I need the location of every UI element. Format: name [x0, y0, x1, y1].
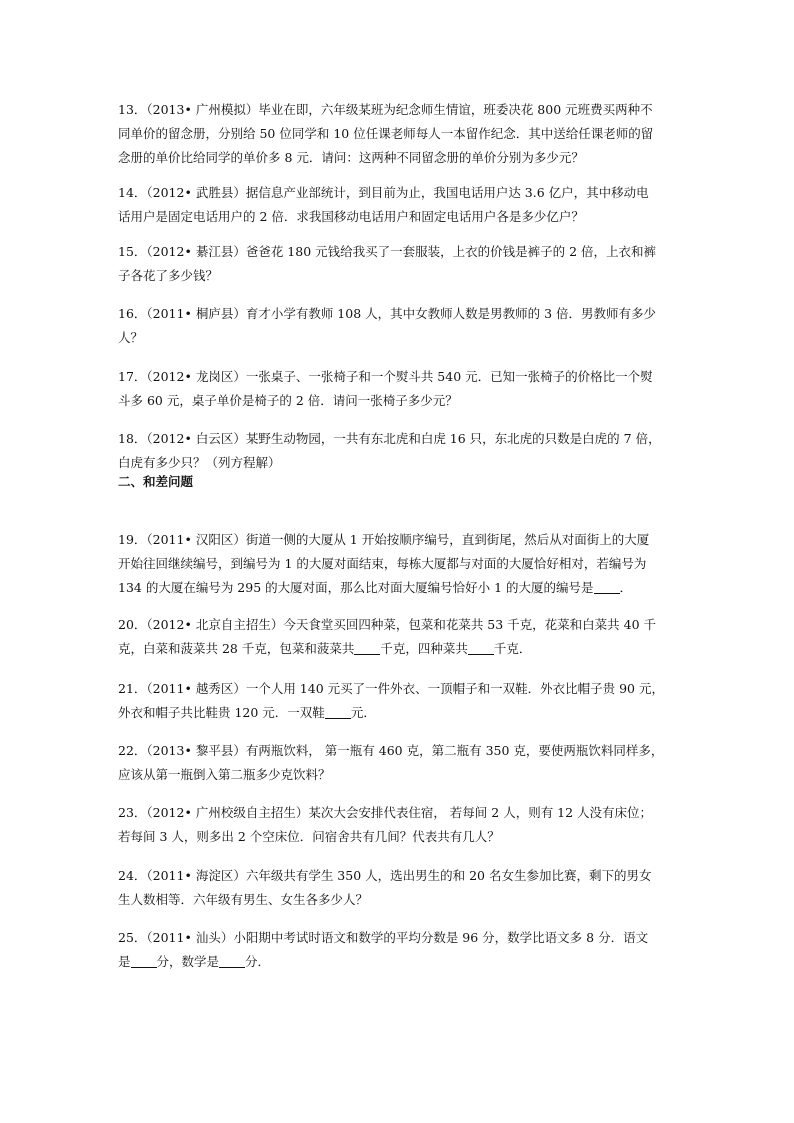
question-line: 若每间 3 人，则多出 2 个空床位．问宿舍共有几间？代表共有几人？ — [118, 829, 500, 844]
answer-blank[interactable] — [354, 640, 380, 655]
question-text: 千克，四种菜共 — [380, 641, 468, 656]
question-line: 同单价的留念册，分别给 50 位同学和 10 位任课老师每人一本留作纪念．其中送给任课老师的留 — [118, 126, 654, 141]
question-line: 16．（2011• 桐庐县）育才小学有教师 108 人，其中女教师人数是男教师的 3 倍．男教师有多少 — [118, 306, 657, 321]
question-text: 外衣和帽子共比鞋贵 120 元．一双鞋 — [118, 705, 325, 720]
question-line: 13．（2013• 广州模拟）毕业在即，六年级某班为纪念师生情谊，班委决花 800 元班费买两种不 — [118, 102, 653, 117]
question-line: 21．（2011• 越秀区）一个人用 140 元买了一件外衣、一顶帽子和一双鞋．外衣比帽子贵 90 元， — [118, 681, 664, 696]
question-text: 元． — [350, 705, 376, 720]
question-line — [118, 576, 678, 600]
question-22 — [118, 739, 678, 787]
question-line — [118, 950, 678, 974]
question-text: ． — [619, 580, 633, 595]
question-line: 生人数相等．六年级有男生、女生各多少人？ — [118, 892, 369, 907]
question-19 — [118, 528, 678, 600]
question-line: 23．（2012• 广州校级自主招生）某次大会安排代表住宿， 若每间 2 人，则有 12 人没有床位； — [118, 805, 653, 820]
question-13 — [118, 98, 678, 170]
question-text: 克，白菜和菠菜共 28 千克，包菜和菠菜共 — [118, 641, 355, 656]
question-line: 白虎有多少只？（列方程解） — [118, 455, 281, 470]
answer-blank[interactable] — [131, 953, 157, 968]
question-line: 人？ — [118, 330, 144, 345]
question-line — [118, 637, 678, 661]
answer-blank[interactable] — [219, 953, 245, 968]
question-text: 千克． — [493, 641, 532, 656]
question-text: 分，数学是 — [156, 954, 220, 969]
question-line: 22．（2013• 黎平县）有两瓶饮料， 第一瓶有 460 克，第二瓶有 350 克，要使两瓶饮料同样多， — [118, 743, 664, 758]
question-text: 是 — [118, 954, 131, 969]
question-text: 分． — [245, 954, 271, 969]
question-line: 应该从第一瓶倒入第二瓶多少克饮料？ — [118, 767, 331, 782]
question-line: 14．（2012• 武胜县）据信息产业部统计，到目前为止，我国电话用户达 3.6 亿户，其中移动电 — [118, 185, 649, 200]
question-line — [118, 701, 678, 725]
question-21 — [118, 677, 678, 725]
question-24 — [118, 864, 678, 912]
question-line: 17．（2012• 龙岗区）一张桌子、一张椅子和一个熨斗共 540 元．已知一张椅子的价格比一个熨 — [118, 369, 653, 384]
answer-blank[interactable] — [594, 579, 620, 594]
question-17 — [118, 365, 678, 413]
question-line: 话用户是固定电话用户的 2 倍．求我国移动电话用户和固定电话用户各是多少亿户？ — [118, 209, 584, 224]
question-line: 20．（2012• 北京自主招生）今天食堂买回四种菜，包菜和花菜共 53 千克，花菜和白菜共 40 千 — [118, 617, 657, 632]
question-16 — [118, 302, 678, 350]
question-line: 18．（2012• 白云区）某野生动物园，一共有东北虎和白虎 16 只，东北虎的只数是白虎的 7 倍， — [118, 431, 661, 446]
question-18 — [118, 427, 678, 475]
question-line: 开始往回继续编号，到编号为 1 的大厦对面结束，每栋大厦都与对面的大厦恰好相对，若编号为 — [118, 556, 647, 571]
question-25 — [118, 926, 678, 974]
question-line: 念册的单价比给同学的单价多 8 元．请问：这两种不同留念册的单价分别为多少元？ — [118, 150, 584, 165]
question-line: 19．（2011• 汉阳区）街道一侧的大厦从 1 开始按顺序编号，直到街尾，然后从对面街上的大厦 — [118, 532, 650, 547]
question-line: 25．（2011• 汕头）小阳期中考试时语文和数学的平均分数是 96 分，数学比语文多 8 分．语文 — [118, 930, 649, 945]
question-line: 子各花了多少钱？ — [118, 268, 219, 283]
answer-blank[interactable] — [325, 704, 351, 719]
question-line: 15．（2012• 綦江县）爸爸花 180 元钱给我买了一套服装，上衣的价钱是裤子的 2 倍，上衣和裤 — [118, 244, 657, 259]
question-14 — [118, 181, 678, 229]
question-20 — [118, 613, 678, 661]
question-line: 24．（2011• 海淀区）六年级共有学生 350 人，选出男生的和 20 名女生参加比赛，剩下的男女 — [118, 868, 652, 883]
question-text: 134 的大厦在编号为 295 的大厦对面，那么比对面大厦编号恰好小 1 的大厦的编号是 — [118, 580, 594, 595]
section-title: 二、和差问题 — [118, 474, 194, 489]
question-15 — [118, 240, 678, 288]
answer-blank[interactable] — [468, 640, 494, 655]
question-23 — [118, 801, 678, 849]
question-line: 斗多 60 元，桌子单价是椅子的 2 倍．请问一张椅子多少元？ — [118, 393, 458, 408]
